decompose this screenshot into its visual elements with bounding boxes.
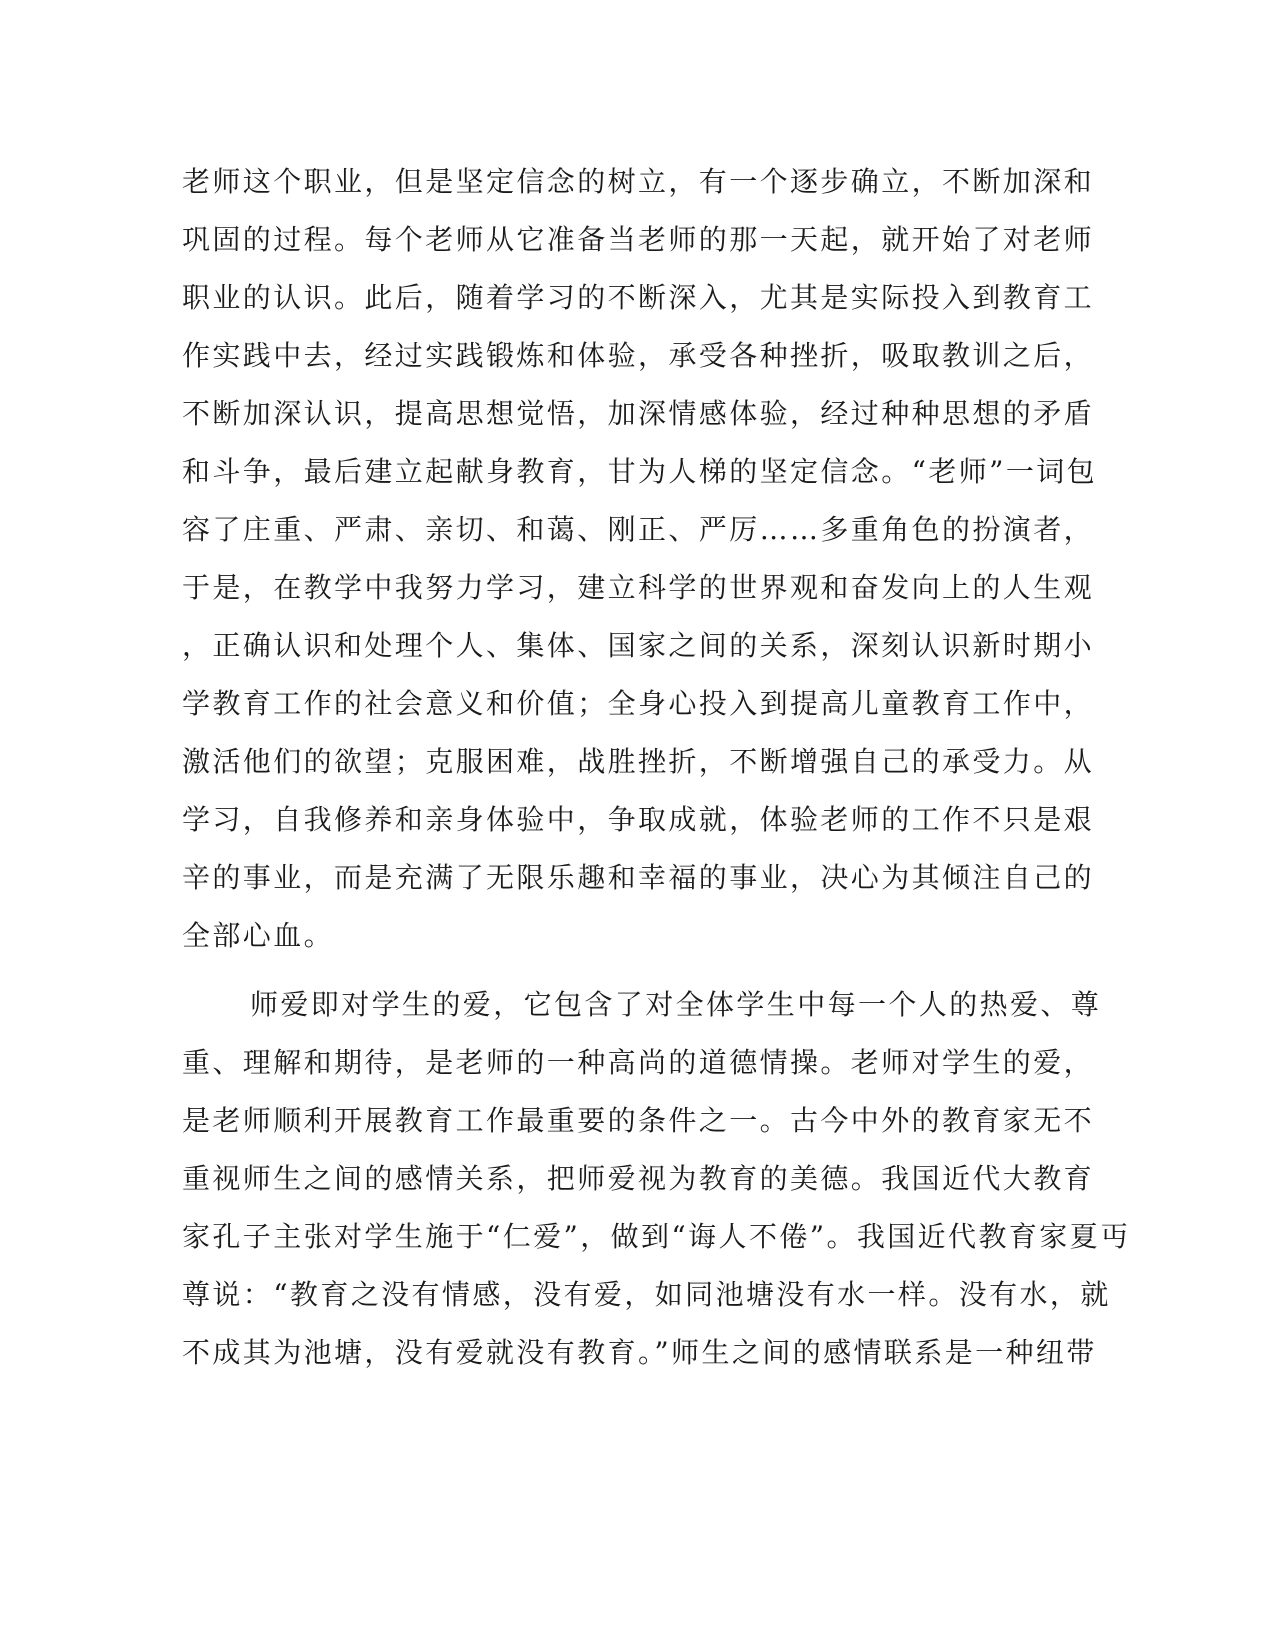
paragraph-1-line-12: 学习，自我修养和亲身体验中，争取成就，体验老师的工作不只是艰 bbox=[182, 803, 1095, 836]
paragraph-1-line-13: 辛的事业，而是充满了无限乐趣和幸福的事业，决心为其倾注自己的 bbox=[182, 861, 1095, 894]
paragraph-1-line-11: 激活他们的欲望；克服困难，战胜挫折，不断增强自己的承受力。从 bbox=[182, 745, 1095, 778]
paragraph-1-line-10: 学教育工作的社会意义和价值；全身心投入到提高儿童教育工作中， bbox=[182, 687, 1095, 720]
paragraph-2-line-5: 家孔子主张对学生施于“仁爱”，做到“诲人不倦”。我国近代教育家夏丏 bbox=[182, 1220, 1131, 1253]
paragraph-1-line-2: 巩固的过程。每个老师从它准备当老师的那一天起，就开始了对老师 bbox=[182, 223, 1095, 256]
paragraph-1-line-9: ，正确认识和处理个人、集体、国家之间的关系，深刻认识新时期小 bbox=[182, 629, 1095, 662]
paragraph-2-line-6: 尊说：“教育之没有情感，没有爱，如同池塘没有水一样。没有水，就 bbox=[182, 1278, 1111, 1311]
paragraph-2-line-7: 不成其为池塘，没有爱就没有教育。”师生之间的感情联系是一种纽带 bbox=[182, 1336, 1097, 1369]
paragraph-1-line-8: 于是，在教学中我努力学习，建立科学的世界观和奋发向上的人生观 bbox=[182, 571, 1095, 604]
paragraph-1-line-3: 职业的认识。此后，随着学习的不断深入，尤其是实际投入到教育工 bbox=[182, 281, 1095, 314]
paragraph-1-line-1: 老师这个职业，但是坚定信念的树立，有一个逐步确立，不断加深和 bbox=[182, 165, 1095, 198]
paragraph-2-line-3: 是老师顺利开展教育工作最重要的条件之一。古今中外的教育家无不 bbox=[182, 1104, 1095, 1137]
paragraph-2-line-4: 重视师生之间的感情关系，把师爱视为教育的美德。我国近代大教育 bbox=[182, 1162, 1095, 1195]
paragraph-2-line-1: 师爱即对学生的爱，它包含了对全体学生中每一个人的热爱、尊 bbox=[250, 988, 1102, 1021]
paragraph-1-line-14: 全部心血。 bbox=[182, 919, 335, 952]
paragraph-1-line-7: 容了庄重、严肃、亲切、和蔼、刚正、严厉……多重角色的扮演者， bbox=[182, 513, 1095, 546]
paragraph-1-line-5: 不断加深认识，提高思想觉悟，加深情感体验，经过种种思想的矛盾 bbox=[182, 397, 1095, 430]
paragraph-1-line-4: 作实践中去，经过实践锻炼和体验，承受各种挫折，吸取教训之后， bbox=[182, 339, 1095, 372]
paragraph-1-line-6: 和斗争，最后建立起献身教育，甘为人梯的坚定信念。“老师”一词包 bbox=[182, 455, 1098, 488]
paragraph-2-line-2: 重、理解和期待，是老师的一种高尚的道德情操。老师对学生的爱， bbox=[182, 1046, 1095, 1079]
